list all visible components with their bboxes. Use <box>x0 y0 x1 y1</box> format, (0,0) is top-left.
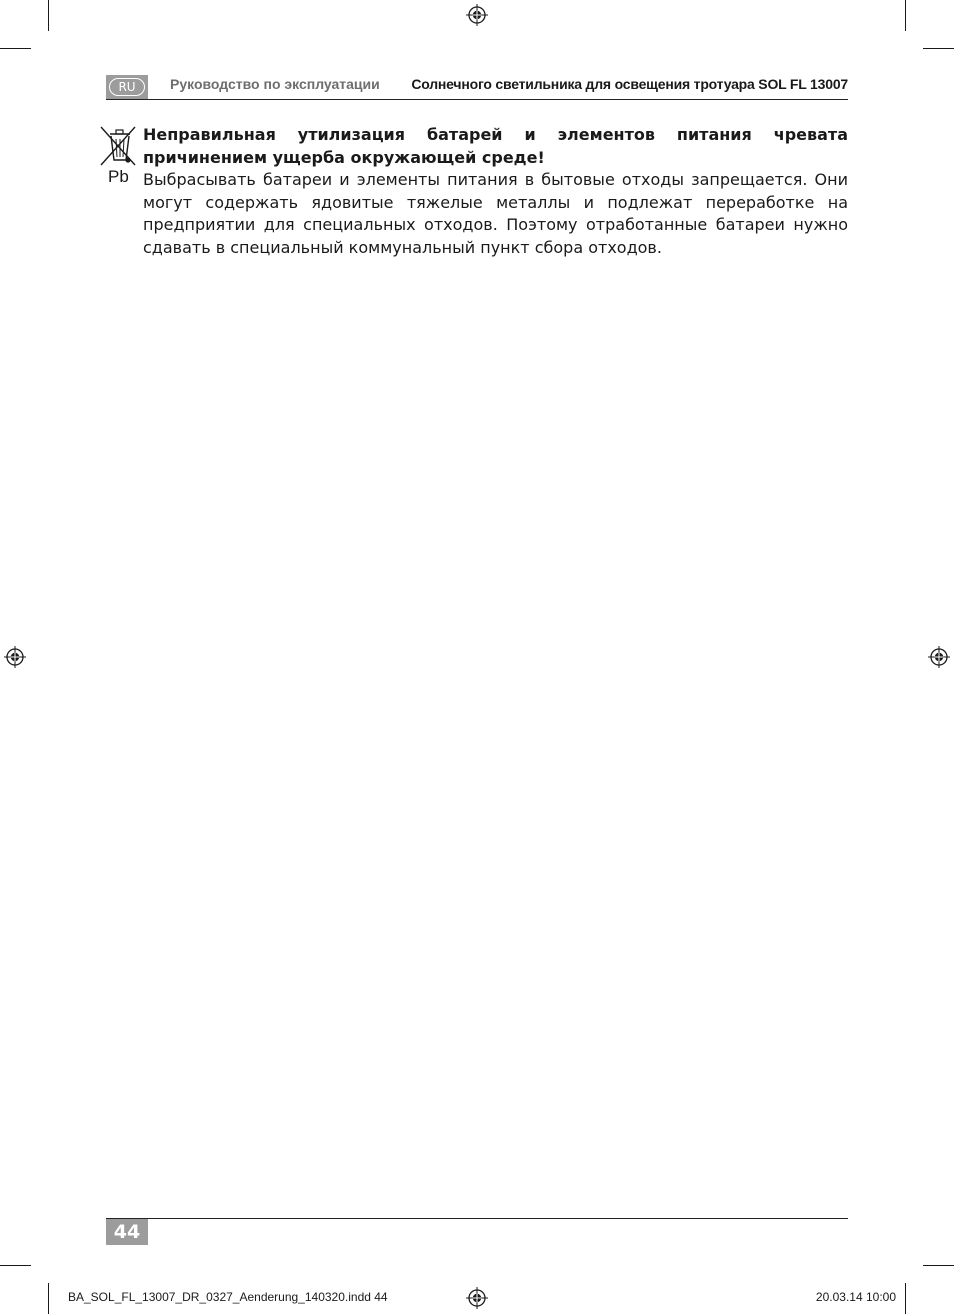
language-code: RU <box>109 78 145 96</box>
crop-mark-bottom-right-v <box>905 1283 906 1314</box>
crop-mark-top-right-v <box>905 0 906 31</box>
page-number: 44 <box>106 1219 148 1245</box>
slug-date-time: 20.03.14 10:00 <box>815 1290 896 1304</box>
warning-body: Выбрасывать батареи и элементы питания в бытовые отходы запрещается. Они могут содержать ядовитые тяжелые металлы и подлежат переработке на предприятии для специальных отходов. Поэтому отработанные батареи нужно сдавать в специальный коммунальный пункт сбора отходов. <box>143 170 848 257</box>
footer-divider <box>106 1218 848 1219</box>
pb-label: Pb <box>108 167 129 186</box>
registration-mark-left-icon <box>4 646 26 668</box>
crop-mark-bottom-right-h <box>923 1265 954 1266</box>
crop-mark-bottom-left-h <box>0 1265 31 1266</box>
warning-heading: Неправильная утилизация батарей и элементов питания чревата причинением ущерба окружающей среде! <box>143 125 848 167</box>
crop-mark-bottom-left-v <box>48 1283 49 1314</box>
page-header <box>106 73 848 100</box>
product-title: Солнечного светильника для освещения тротуара SOL FL 13007 <box>411 76 848 92</box>
registration-mark-bottom-icon <box>466 1287 488 1309</box>
crop-mark-top-left-h <box>0 48 31 49</box>
language-badge <box>106 75 148 99</box>
crop-mark-top-right-h <box>923 48 954 49</box>
registration-mark-right-icon <box>928 646 950 668</box>
crossed-out-bin-icon <box>98 125 138 187</box>
manual-label: Руководство по эксплуатации <box>170 76 380 92</box>
slug-file-name: BA_SOL_FL_13007_DR_0327_Aenderung_140320.indd 44 <box>68 1290 388 1304</box>
crop-mark-top-left-v <box>48 0 49 31</box>
registration-mark-top-icon <box>466 4 488 26</box>
